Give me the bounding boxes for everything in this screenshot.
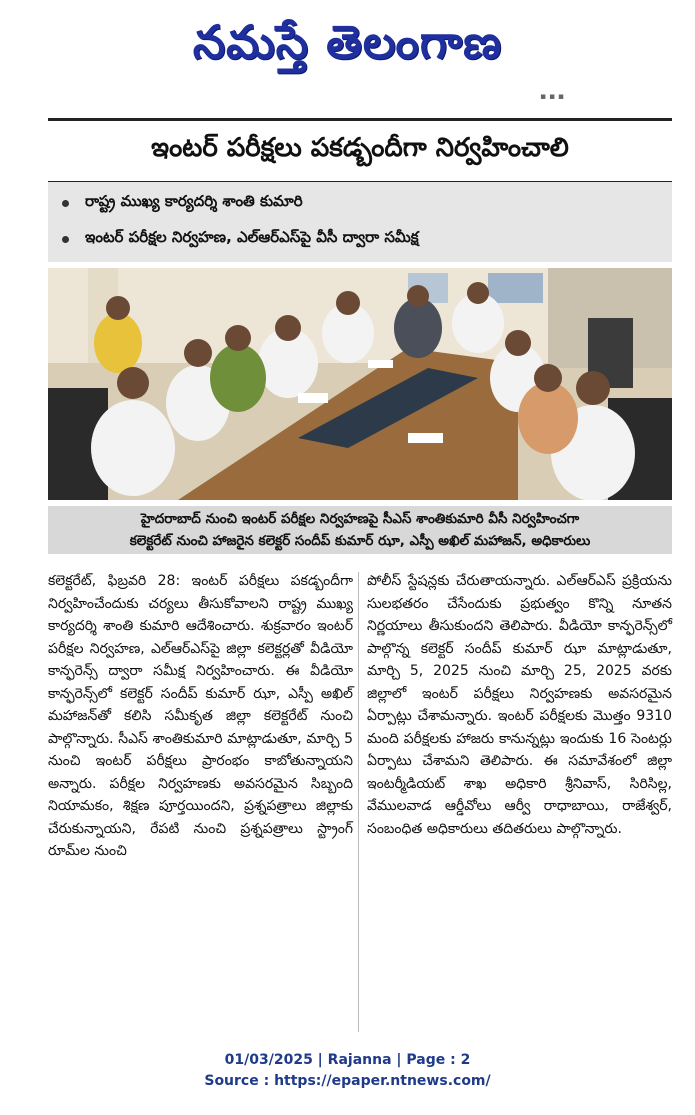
article-body-right: పోలీస్ స్టేషన్లకు చేరుతాయన్నారు. ఎల్ఆర్ఎస్ ప్రక్రియను సులభతరం చేసేందుకు ప్రభుత్వం కొన్ని నూతన నిర్ణయాలు తీసుకుందని తెలిపారు. వీడియో కాన్ఫరెన్స్‌లో పాల్గొన్న కలెక్టర్ సందీప్ కుమార్ ఝా మాట్లాడుతూ, మార్చి 5, 2025 నుంచి మార్చి 25, 2025 వరకు జిల్లాలో ఇంటర్ పరీక్షలు నిర్వహణకు అవసరమైన ఏర్పాట్లు చేశామన్నారు. ఇంటర్ పరీక్షలకు మొత్తం 9310 మంది పరీక్షలకు హాజరు కానున్నట్లు ఇందుకు 16 సెంటర్లు ఏర్పాటు చేశామని తెలిపారు. ఈ సమావేశంలో జిల్లా ఇంటర్మీడియట్ శాఖ అధికారి శ్రీనివాస్, సిరిసిల్ల, వేములవాడ ఆర్డీవోలు ఆర్వీ రాధాబాయి, రాజేశ్వర్, సంబంధిత అధికారులు తదితరులు పాల్గొన్నారు. [367,573,672,837]
article-column-right [367,570,672,840]
news-photo [48,268,672,500]
headline: ఇంటర్ పరీక్షలు పకడ్బందీగా నిర్వహించాలి [151,133,569,163]
article-body-left: కలెక్టరేట్, ఫిబ్రవరి 28: ఇంటర్ పరీక్షలు పకడ్బందీగా నిర్వహించేందుకు చర్యలు తీసుకోవాలని రాష్ట్ర ముఖ్య కార్యదర్శి శాంతి కుమారి ఆదేశించారు. శుక్రవారం ఇంటర్ పరీక్షల నిర్వహణ, ఎల్ఆర్ఎస్‌పై జిల్లా కలెక్టర్లతో వీడియో కాన్ఫరెన్స్ ద్వారా సమీక్ష నిర్వహించారు. ఈ వీడియో కాన్ఫరెన్స్‌లో కలెక్టర్ సందీప్ కుమార్ ఝా, ఎస్పీ అఖిల్ మహాజన్‌తో కలిసి సమీకృత జిల్లా కలెక్టరేట్ నుంచి పాల్గొన్నారు. సీఎస్ శాంతికుమారి మాట్లాడుతూ, మార్చి 5 నుంచి ఇంటర్ పరీక్షలు ప్రారంభం కాబోతున్నాయని అన్నారు. పరీక్షల నిర్వహణకు అవసరమైన సిబ్బంది నియామకం, శిక్షణ పూర్తయిందని, ప్రశ్నపత్రాలు జిల్లాకు చేరుకున్నాయని, రేపటి నుంచి ప్రశ్నపత్రాలు స్ట్రాంగ్ రూమ్‌ల నుంచి [48,573,353,859]
edition-info: 01/03/2025 | Rajanna | Page : 2 [224,1052,471,1068]
subheadline-item [62,192,303,214]
bullet-icon [62,236,69,243]
subheadline-text: ఇంటర్ పరీక్షల నిర్వహణ, ఎల్ఆర్ఎస్‌పై వీసీ ద్వారా సమీక్ష [85,228,419,246]
source-link[interactable]: Source : https://epaper.ntnews.com/ [204,1073,491,1089]
subheadline-box [48,182,672,262]
subheadline-text: రాష్ట్ర ముఖ్య కార్యదర్శి శాంతి కుమారి [85,192,303,210]
column-divider [358,572,359,1032]
meeting-photo-illustration [48,268,672,500]
headline-box [48,118,672,184]
newspaper-logo: నమస్తే తెలంగాణ [192,15,503,69]
bullet-icon [62,200,69,207]
subheadline-item [62,228,419,250]
page-footer [0,1050,695,1092]
print-mark: ▪ ▪ ▪ [540,92,565,102]
article-column-left [48,570,353,863]
photo-caption [48,506,672,554]
masthead [0,6,695,78]
caption-line-2: కలెక్టరేట్ నుంచి హాజరైన కలెక్టర్ సందీప్ కుమార్ ఝా, ఎస్పీ అఖిల్ మహాజన్, అధికారులు [129,533,591,549]
caption-line-1: హైదరాబాద్ నుంచి ఇంటర్ పరీక్షల నిర్వహణపై సీఎస్ శాంతికుమారి వీసీ నిర్వహించగా [140,511,580,527]
